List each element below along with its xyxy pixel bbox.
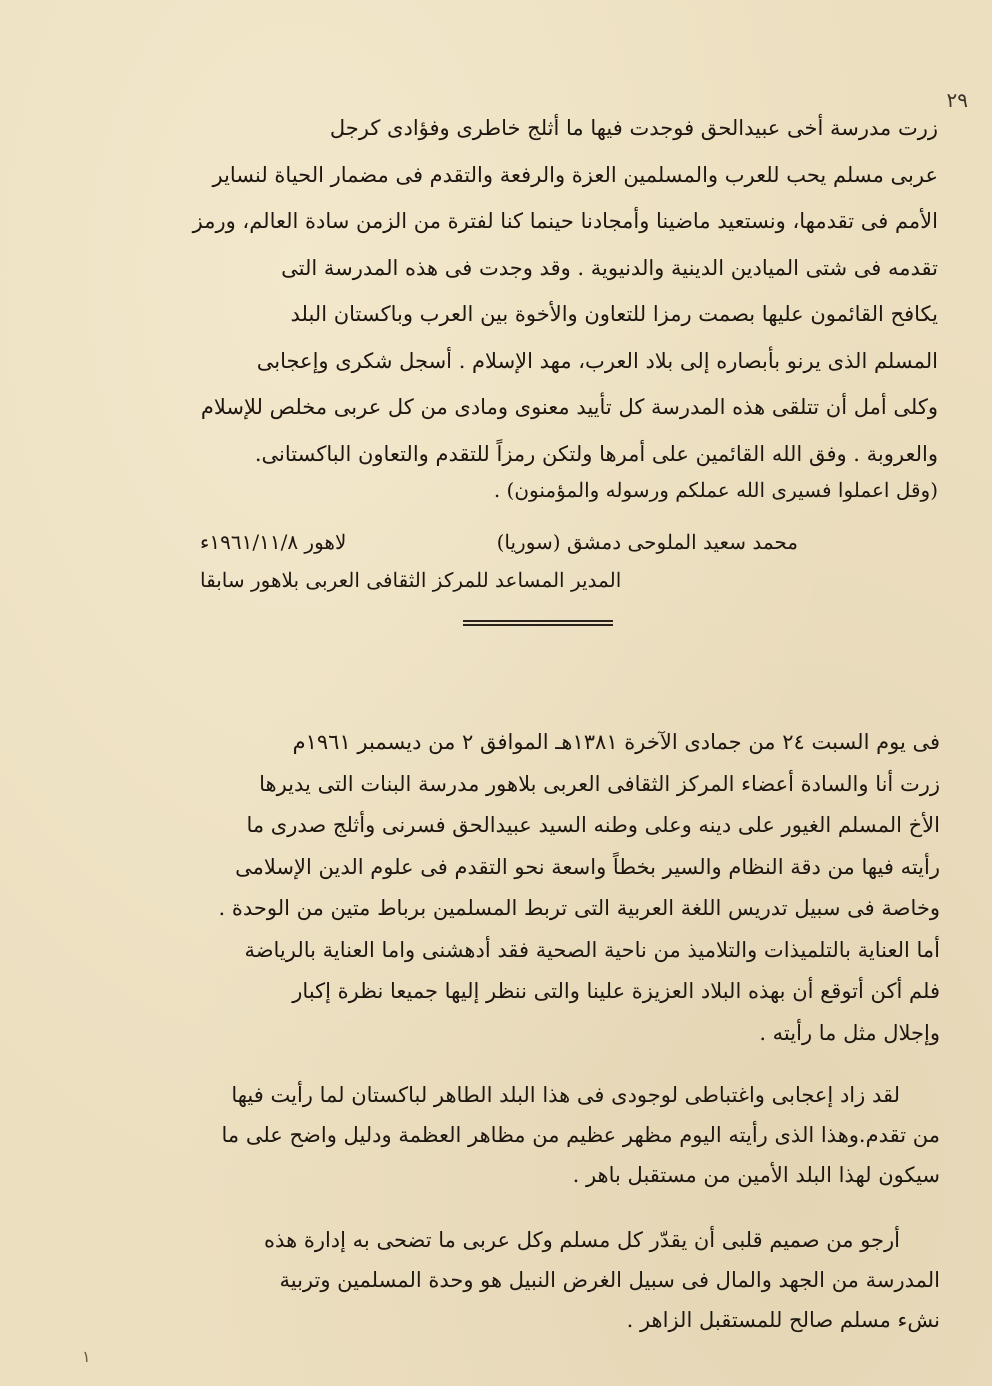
- text-line: يكافح القائمون عليها بصمت رمزا للتعاون والأخوة بين العرب وباكستان البلد: [290, 302, 938, 326]
- quran-quote: (وقل اعملوا فسيرى الله عملكم ورسوله والمؤمنون) .: [493, 478, 938, 502]
- testimonial-2-paragraph-3: [192, 1220, 940, 1340]
- signature-name: محمد سعيد الملوحى دمشق (سوريا): [496, 530, 798, 554]
- corner-mark: ١: [82, 1347, 91, 1366]
- text-line: الأخ المسلم الغيور على دينه وعلى وطنه السيد عبيدالحق فسرنى وأثلج صدرى ما: [246, 813, 940, 837]
- page-number: ٢٩: [946, 88, 968, 112]
- text-line: عربى مسلم يحب للعرب والمسلمين العزة والرفعة والتقدم فى مضمار الحياة لنساير: [212, 162, 938, 187]
- testimonial-2-paragraph-2: [192, 1075, 940, 1195]
- text-line: لقد زاد إعجابى واغتباطى لوجودى فى هذا البلد الطاهر لباكستان لما رأيت فيها: [231, 1083, 900, 1107]
- text-line: والعروبة . وفق الله القائمين على أمرها ولتكن رمزاً للتقدم والتعاون الباكستانى.: [254, 441, 938, 466]
- text-line: نشء مسلم صالح للمستقبل الزاهر .: [626, 1308, 940, 1332]
- testimonial-2-body: [192, 722, 940, 1054]
- text-line: أما العناية بالتلميذات والتلاميذ من ناحية الصحية فقد أدهشنى واما العناية بالرياضة: [244, 937, 940, 962]
- text-line: سيكون لهذا البلد الأمين من مستقبل باهر .: [572, 1163, 940, 1187]
- text-line: زرت أنا والسادة أعضاء المركز الثقافى العربى بلاهور مدرسة البنات التى يديرها: [259, 771, 940, 796]
- text-line: تقدمه فى شتى الميادين الدينية والدنيوية . وقد وجدت فى هذه المدرسة التى: [281, 255, 938, 280]
- text-line: رأيته فيها من دقة النظام والسير بخطاً واسعة نحو التقدم فى علوم الدين الإسلامى: [235, 854, 940, 879]
- text-line: المدرسة من الجهد والمال فى سبيل الغرض النبيل هو وحدة المسلمين وتربية: [279, 1268, 940, 1292]
- text-line: وإجلال مثل ما رأيته .: [759, 1020, 940, 1045]
- text-line: فلم أكن أتوقع أن بهذه البلاد العزيزة علينا والتى ننظر إليها جميعا نظرة إكبار: [292, 979, 940, 1003]
- signature-title: المدير المساعد للمركز الثقافى العربى بلاهور سابقا: [200, 568, 622, 592]
- text-line: وكلى أمل أن تتلقى هذه المدرسة كل تأييد معنوى ومادى من كل عربى مخلص للإسلام: [200, 395, 938, 419]
- text-line: من تقدم.وهذا الذى رأيته اليوم مظهر عظيم من مظاهر العظمة ودليل واضح على ما: [221, 1123, 940, 1147]
- signature-date: لاهور ١٩٦١/١١/٨ء: [200, 530, 347, 554]
- testimonial-1-body: [190, 105, 938, 477]
- text-line: فى يوم السبت ٢٤ من جمادى الآخرة ١٣٨١هـ الموافق ٢ من ديسمبر ١٩٦١م: [292, 730, 940, 754]
- section-divider: [463, 620, 613, 626]
- text-line: المسلم الذى يرنو بأبصاره إلى بلاد العرب، مهد الإسلام . أسجل شكرى وإعجابى: [256, 348, 938, 373]
- text-line: زرت مدرسة أخى عبيدالحق فوجدت فيها ما أثلج خاطرى وفؤادى كرجل: [329, 116, 938, 140]
- text-line: أرجو من صميم قلبى أن يقدّر كل مسلم وكل عربى ما تضحى به إدارة هذه: [264, 1228, 900, 1252]
- signature-row: [200, 522, 938, 562]
- text-line: الأمم فى تقدمها، ونستعيد ماضينا وأمجادنا حينما كنا لفترة من الزمن سادة العالم، ورمز: [192, 209, 938, 233]
- text-line: وخاصة فى سبيل تدريس اللغة العربية التى تربط المسلمين برباط متين من الوحدة .: [218, 896, 940, 920]
